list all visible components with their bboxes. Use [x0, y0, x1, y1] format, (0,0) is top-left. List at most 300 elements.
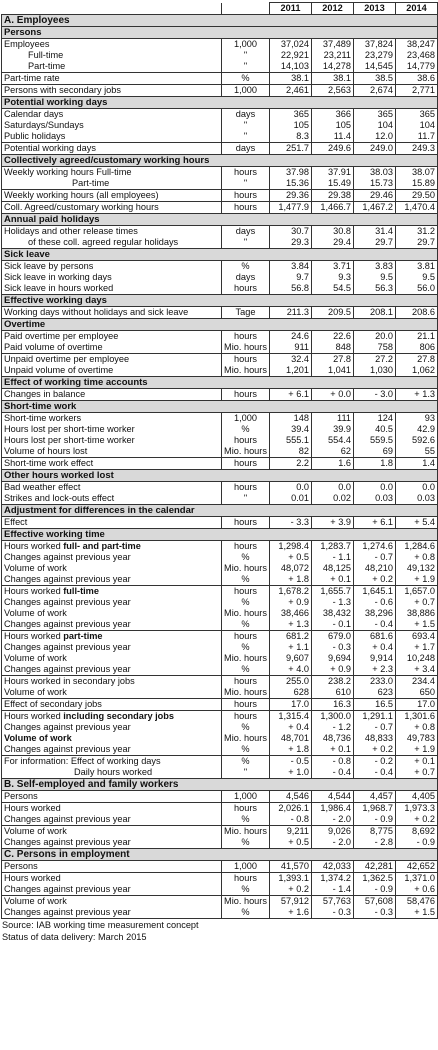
value-cell-2011: + 1.8 — [270, 744, 312, 756]
value-cell-2012: 4,544 — [312, 791, 354, 803]
row-label-text: Short-time work effect — [4, 458, 94, 468]
value-cell-2012: 1,041 — [312, 365, 354, 377]
value-cell-2011: 22,921 — [270, 50, 312, 61]
value-cell-2014: + 0.1 — [396, 756, 438, 768]
row-label — [2, 791, 222, 803]
table-row — [2, 424, 438, 435]
row-label — [2, 517, 222, 529]
row-label-text: Hours lost per short-time worker — [4, 435, 135, 445]
value-cell-2012: - 2.0 — [312, 814, 354, 826]
value-cell-2011: 555.1 — [270, 435, 312, 446]
value-cell-2011: 41,570 — [270, 861, 312, 873]
row-label — [2, 50, 222, 61]
table-row — [2, 907, 438, 919]
table-row — [2, 563, 438, 574]
value-cell-2011: 32.4 — [270, 354, 312, 366]
row-label-text: Changes against previous year — [4, 744, 131, 754]
row-label-emphasis: part-time — [63, 631, 103, 641]
value-cell-2011: 0.0 — [270, 482, 312, 494]
value-cell-2012: 1,300.0 — [312, 711, 354, 723]
row-label-text: Saturdays/Sundays — [4, 120, 84, 130]
value-cell-2013: 8,775 — [354, 826, 396, 838]
unit-cell: hours — [222, 676, 270, 688]
value-cell-2012: 16.3 — [312, 699, 354, 711]
table-row — [2, 597, 438, 608]
value-cell-2012: - 0.3 — [312, 907, 354, 919]
unit-cell: Mio. hours — [222, 896, 270, 908]
unit-cell: Mio. hours — [222, 446, 270, 458]
value-cell-2013: 681.6 — [354, 631, 396, 643]
row-label — [2, 563, 222, 574]
value-cell-2013: 29.7 — [354, 237, 396, 249]
row-label-text: Bad weather effect — [4, 482, 81, 492]
row-label-text: Effect — [4, 517, 28, 527]
value-cell-2013: - 0.2 — [354, 756, 396, 768]
value-cell-2011: 56.8 — [270, 283, 312, 295]
row-label — [2, 676, 222, 688]
value-cell-2012: 1,283.7 — [312, 541, 354, 553]
subsection-heading-row — [2, 319, 438, 331]
subsection-heading-row — [2, 505, 438, 517]
table-row — [2, 73, 438, 85]
value-cell-2011: 1,298.4 — [270, 541, 312, 553]
value-cell-2014: 21.1 — [396, 331, 438, 343]
row-label — [2, 631, 222, 643]
value-cell-2012: 30.8 — [312, 226, 354, 238]
value-cell-2011: - 0.5 — [270, 756, 312, 768]
subsection-heading-row — [2, 27, 438, 39]
value-cell-2011: 365 — [270, 109, 312, 121]
row-label — [2, 272, 222, 283]
unit-cell: Mio. hours — [222, 342, 270, 354]
value-cell-2014: + 0.8 — [396, 552, 438, 563]
value-cell-2013: - 0.9 — [354, 884, 396, 896]
unit-cell: Mio. hours — [222, 687, 270, 699]
value-cell-2014: 693.4 — [396, 631, 438, 643]
subsection-heading: Effective working time — [2, 529, 438, 541]
unit-cell: % — [222, 552, 270, 563]
value-cell-2012: 1,655.7 — [312, 586, 354, 598]
value-cell-2013: 124 — [354, 413, 396, 425]
table-row — [2, 687, 438, 699]
row-label — [2, 365, 222, 377]
row-label — [2, 120, 222, 131]
row-label-text: Volume of hours lost — [4, 446, 88, 456]
value-cell-2012: 0.0 — [312, 482, 354, 494]
row-label-text: Persons with secondary jobs — [4, 85, 121, 95]
row-label — [2, 767, 222, 779]
table-row — [2, 131, 438, 143]
value-cell-2014: + 5.4 — [396, 517, 438, 529]
value-cell-2014: 49,132 — [396, 563, 438, 574]
row-label-text: Changes against previous year — [4, 552, 131, 562]
table-row — [2, 574, 438, 586]
value-cell-2011: 0.01 — [270, 493, 312, 505]
value-cell-2011: 681.2 — [270, 631, 312, 643]
value-cell-2014: 0.0 — [396, 482, 438, 494]
row-label — [2, 574, 222, 586]
value-cell-2011: + 0.5 — [270, 837, 312, 849]
value-cell-2014: + 0.7 — [396, 767, 438, 779]
unit-cell: % — [222, 722, 270, 733]
unit-cell: % — [222, 642, 270, 653]
table-row — [2, 482, 438, 494]
row-label — [2, 699, 222, 711]
subsection-heading: Adjustment for differences in the calendar — [2, 505, 438, 517]
value-cell-2014: 8,692 — [396, 826, 438, 838]
value-cell-2014: 17.0 — [396, 699, 438, 711]
table-row — [2, 517, 438, 529]
value-cell-2013: 38.5 — [354, 73, 396, 85]
value-cell-2011: 39.4 — [270, 424, 312, 435]
row-label — [2, 413, 222, 425]
value-cell-2013: 57,608 — [354, 896, 396, 908]
row-label — [2, 307, 222, 319]
value-cell-2011: + 6.1 — [270, 389, 312, 401]
row-label — [2, 354, 222, 366]
unit-cell: days — [222, 143, 270, 155]
unit-cell: hours — [222, 435, 270, 446]
subsection-heading-row — [2, 214, 438, 226]
row-label-text: Hours worked in secondary jobs — [4, 676, 135, 686]
value-cell-2011: 38,466 — [270, 608, 312, 619]
source-note: Source: IAB working time measurement concept — [2, 920, 199, 930]
value-cell-2013: + 2.3 — [354, 664, 396, 676]
unit-cell: Mio. hours — [222, 563, 270, 574]
row-label — [2, 143, 222, 155]
row-label-text: Unpaid volume of overtime — [4, 365, 114, 375]
value-cell-2011: 1,315.4 — [270, 711, 312, 723]
value-cell-2012: 57,763 — [312, 896, 354, 908]
row-label-text: Hours worked — [4, 541, 64, 551]
unit-cell: hours — [222, 331, 270, 343]
value-cell-2012: 42,033 — [312, 861, 354, 873]
value-cell-2013: - 0.7 — [354, 722, 396, 733]
value-cell-2014: 0.03 — [396, 493, 438, 505]
table-row — [2, 143, 438, 155]
value-cell-2012: 209.5 — [312, 307, 354, 319]
row-label-text: Part-time rate — [4, 73, 60, 83]
value-cell-2013: 0.0 — [354, 482, 396, 494]
unit-cell: Mio. hours — [222, 608, 270, 619]
table-row — [2, 826, 438, 838]
value-cell-2013: 20.0 — [354, 331, 396, 343]
unit-cell: hours — [222, 699, 270, 711]
table-row — [2, 722, 438, 733]
unit-cell: hours — [222, 190, 270, 202]
value-cell-2013: 56.3 — [354, 283, 396, 295]
unit-cell: 1,000 — [222, 85, 270, 97]
value-cell-2011: + 1.3 — [270, 619, 312, 631]
value-cell-2014: 592.6 — [396, 435, 438, 446]
row-label-text: Volume of work — [4, 563, 67, 573]
value-cell-2012: + 3.9 — [312, 517, 354, 529]
unit-cell: % — [222, 756, 270, 768]
year-header: 2012 — [312, 3, 354, 15]
value-cell-2012: 249.6 — [312, 143, 354, 155]
value-cell-2012: 105 — [312, 120, 354, 131]
subsection-heading: Persons — [2, 27, 438, 39]
unit-cell: 1,000 — [222, 861, 270, 873]
value-cell-2012: - 1.4 — [312, 884, 354, 896]
value-cell-2013: 1,291.1 — [354, 711, 396, 723]
value-cell-2011: 8.3 — [270, 131, 312, 143]
row-label — [2, 907, 222, 919]
value-cell-2011: 2.2 — [270, 458, 312, 470]
table-row — [2, 413, 438, 425]
row-label-text: Changes against previous year — [4, 597, 131, 607]
value-cell-2012: 29.4 — [312, 237, 354, 249]
unit-cell: " — [222, 493, 270, 505]
value-cell-2013: 233.0 — [354, 676, 396, 688]
table-row — [2, 664, 438, 676]
value-cell-2012: 238.2 — [312, 676, 354, 688]
value-cell-2013: 16.5 — [354, 699, 396, 711]
table-row — [2, 202, 438, 214]
row-label — [2, 261, 222, 273]
value-cell-2013: - 0.6 — [354, 597, 396, 608]
value-cell-2012: 111 — [312, 413, 354, 425]
unit-cell: " — [222, 767, 270, 779]
working-time-table — [1, 2, 438, 919]
value-cell-2013: + 0.2 — [354, 574, 396, 586]
value-cell-2011: - 0.8 — [270, 814, 312, 826]
unit-cell: hours — [222, 586, 270, 598]
row-label — [2, 435, 222, 446]
unit-cell: % — [222, 814, 270, 826]
row-label — [2, 39, 222, 51]
row-label-emphasis: including secondary jobs — [63, 711, 175, 721]
value-cell-2012: 1,986.4 — [312, 803, 354, 815]
value-cell-2012: + 0.1 — [312, 574, 354, 586]
value-cell-2013: 48,833 — [354, 733, 396, 744]
unit-cell: days — [222, 272, 270, 283]
value-cell-2011: 1,678.2 — [270, 586, 312, 598]
value-cell-2014: 806 — [396, 342, 438, 354]
row-label — [2, 687, 222, 699]
table-row — [2, 331, 438, 343]
value-cell-2013: 38.03 — [354, 167, 396, 179]
value-cell-2011: + 1.0 — [270, 767, 312, 779]
row-label — [2, 744, 222, 756]
value-cell-2011: 4,546 — [270, 791, 312, 803]
value-cell-2012: 9.3 — [312, 272, 354, 283]
value-cell-2014: 1,284.6 — [396, 541, 438, 553]
table-row — [2, 261, 438, 273]
table-row — [2, 120, 438, 131]
value-cell-2011: 1,477.9 — [270, 202, 312, 214]
subsection-heading-row — [2, 97, 438, 109]
value-cell-2012: - 2.0 — [312, 837, 354, 849]
row-label — [2, 653, 222, 664]
row-label — [2, 202, 222, 214]
unit-cell: % — [222, 907, 270, 919]
row-label — [2, 814, 222, 826]
section-heading: B. Self-employed and family workers — [2, 779, 438, 791]
value-cell-2013: 40.5 — [354, 424, 396, 435]
row-label-text: Part-time — [28, 61, 66, 71]
row-label — [2, 884, 222, 896]
value-cell-2013: 48,210 — [354, 563, 396, 574]
value-cell-2014: + 1.9 — [396, 744, 438, 756]
table-row — [2, 493, 438, 505]
subsection-heading: Overtime — [2, 319, 438, 331]
row-label — [2, 331, 222, 343]
row-label-text: Persons — [4, 791, 38, 801]
value-cell-2014: 31.2 — [396, 226, 438, 238]
subsection-heading: Effect of working time accounts — [2, 377, 438, 389]
unit-cell: % — [222, 597, 270, 608]
value-cell-2012: - 0.1 — [312, 619, 354, 631]
value-cell-2011: - 3.3 — [270, 517, 312, 529]
value-cell-2013: - 0.3 — [354, 907, 396, 919]
value-cell-2013: 12.0 — [354, 131, 396, 143]
row-label — [2, 586, 222, 598]
value-cell-2012: 38.1 — [312, 73, 354, 85]
row-label — [2, 178, 222, 190]
row-label-text: Changes against previous year — [4, 619, 131, 629]
table-row — [2, 896, 438, 908]
value-cell-2012: 62 — [312, 446, 354, 458]
value-cell-2011: 105 — [270, 120, 312, 131]
table-row — [2, 711, 438, 723]
value-cell-2012: - 1.3 — [312, 597, 354, 608]
table-row — [2, 884, 438, 896]
unit-cell: Mio. hours — [222, 365, 270, 377]
value-cell-2013: - 2.8 — [354, 837, 396, 849]
table-row — [2, 699, 438, 711]
value-cell-2014: 234.4 — [396, 676, 438, 688]
unit-cell: Tage — [222, 307, 270, 319]
value-cell-2013: - 0.4 — [354, 767, 396, 779]
value-cell-2013: + 0.2 — [354, 744, 396, 756]
subsection-heading-row — [2, 377, 438, 389]
row-label-emphasis: full-time — [63, 586, 99, 596]
row-label-text: Strikes and lock-outs effect — [4, 493, 115, 503]
row-label-text: Volume of work — [4, 653, 67, 663]
value-cell-2012: - 0.4 — [312, 767, 354, 779]
row-label — [2, 446, 222, 458]
unit-cell: " — [222, 237, 270, 249]
unit-cell: hours — [222, 458, 270, 470]
row-label — [2, 131, 222, 143]
row-label-text: Sick leave in hours worked — [4, 283, 114, 293]
value-cell-2014: 1.4 — [396, 458, 438, 470]
value-cell-2014: 650 — [396, 687, 438, 699]
value-cell-2013: 1,645.1 — [354, 586, 396, 598]
table-row — [2, 631, 438, 643]
value-cell-2011: 29.3 — [270, 237, 312, 249]
value-cell-2014: + 3.4 — [396, 664, 438, 676]
row-label — [2, 619, 222, 631]
value-cell-2013: + 0.4 — [354, 642, 396, 653]
value-cell-2012: 37,489 — [312, 39, 354, 51]
value-cell-2012: 610 — [312, 687, 354, 699]
row-label — [2, 482, 222, 494]
table-row — [2, 676, 438, 688]
value-cell-2014: + 1.5 — [396, 619, 438, 631]
table-row — [2, 744, 438, 756]
value-cell-2011: 628 — [270, 687, 312, 699]
table-row — [2, 307, 438, 319]
row-label-text: Hours worked — [4, 586, 64, 596]
table-row — [2, 767, 438, 779]
value-cell-2012: 1.6 — [312, 458, 354, 470]
unit-cell: Mio. hours — [222, 826, 270, 838]
row-label — [2, 711, 222, 723]
value-cell-2013: 1,467.2 — [354, 202, 396, 214]
value-cell-2014: + 0.6 — [396, 884, 438, 896]
value-cell-2012: 366 — [312, 109, 354, 121]
value-cell-2012: 0.02 — [312, 493, 354, 505]
value-cell-2014: 23,468 — [396, 50, 438, 61]
value-cell-2011: 1,201 — [270, 365, 312, 377]
value-cell-2012: + 0.0 — [312, 389, 354, 401]
row-label — [2, 597, 222, 608]
value-cell-2012: - 1.2 — [312, 722, 354, 733]
value-cell-2013: 27.2 — [354, 354, 396, 366]
subsection-heading-row — [2, 155, 438, 167]
value-cell-2012: 29.38 — [312, 190, 354, 202]
table-row — [2, 435, 438, 446]
section-heading-row — [2, 779, 438, 791]
unit-cell: " — [222, 178, 270, 190]
row-label — [2, 190, 222, 202]
unit-cell: hours — [222, 631, 270, 643]
table-row — [2, 283, 438, 295]
value-cell-2013: - 0.7 — [354, 552, 396, 563]
unit-cell: hours — [222, 803, 270, 815]
value-cell-2012: 37.91 — [312, 167, 354, 179]
value-cell-2014: 1,371.0 — [396, 873, 438, 885]
row-label — [2, 226, 222, 238]
row-label — [2, 873, 222, 885]
value-cell-2013: 9.5 — [354, 272, 396, 283]
table-row — [2, 653, 438, 664]
row-label-text: Hours worked — [4, 803, 61, 813]
value-cell-2011: 1,393.1 — [270, 873, 312, 885]
unit-cell: hours — [222, 354, 270, 366]
row-label-text: Changes against previous year — [4, 814, 131, 824]
row-label — [2, 283, 222, 295]
table-row — [2, 458, 438, 470]
table-row — [2, 791, 438, 803]
value-cell-2014: 365 — [396, 109, 438, 121]
value-cell-2014: 3.81 — [396, 261, 438, 273]
status-note: Status of data delivery: March 2015 — [2, 932, 147, 942]
value-cell-2013: 249.0 — [354, 143, 396, 155]
row-label-text: Changes against previous year — [4, 664, 131, 674]
value-cell-2014: + 1.9 — [396, 574, 438, 586]
subsection-heading: Collectively agreed/customary working hours — [2, 155, 438, 167]
value-cell-2011: 48,701 — [270, 733, 312, 744]
value-cell-2014: - 0.9 — [396, 837, 438, 849]
value-cell-2011: 255.0 — [270, 676, 312, 688]
value-cell-2013: 31.4 — [354, 226, 396, 238]
value-cell-2014: 2,771 — [396, 85, 438, 97]
value-cell-2012: 48,125 — [312, 563, 354, 574]
table-row — [2, 837, 438, 849]
unit-cell: " — [222, 50, 270, 61]
value-cell-2013: 1,362.5 — [354, 873, 396, 885]
value-cell-2014: 104 — [396, 120, 438, 131]
table-row — [2, 756, 438, 768]
document — [1, 2, 437, 943]
unit-cell: 1,000 — [222, 39, 270, 51]
section-heading-row — [2, 849, 438, 861]
unit-cell: Mio. hours — [222, 653, 270, 664]
value-cell-2011: 2,026.1 — [270, 803, 312, 815]
